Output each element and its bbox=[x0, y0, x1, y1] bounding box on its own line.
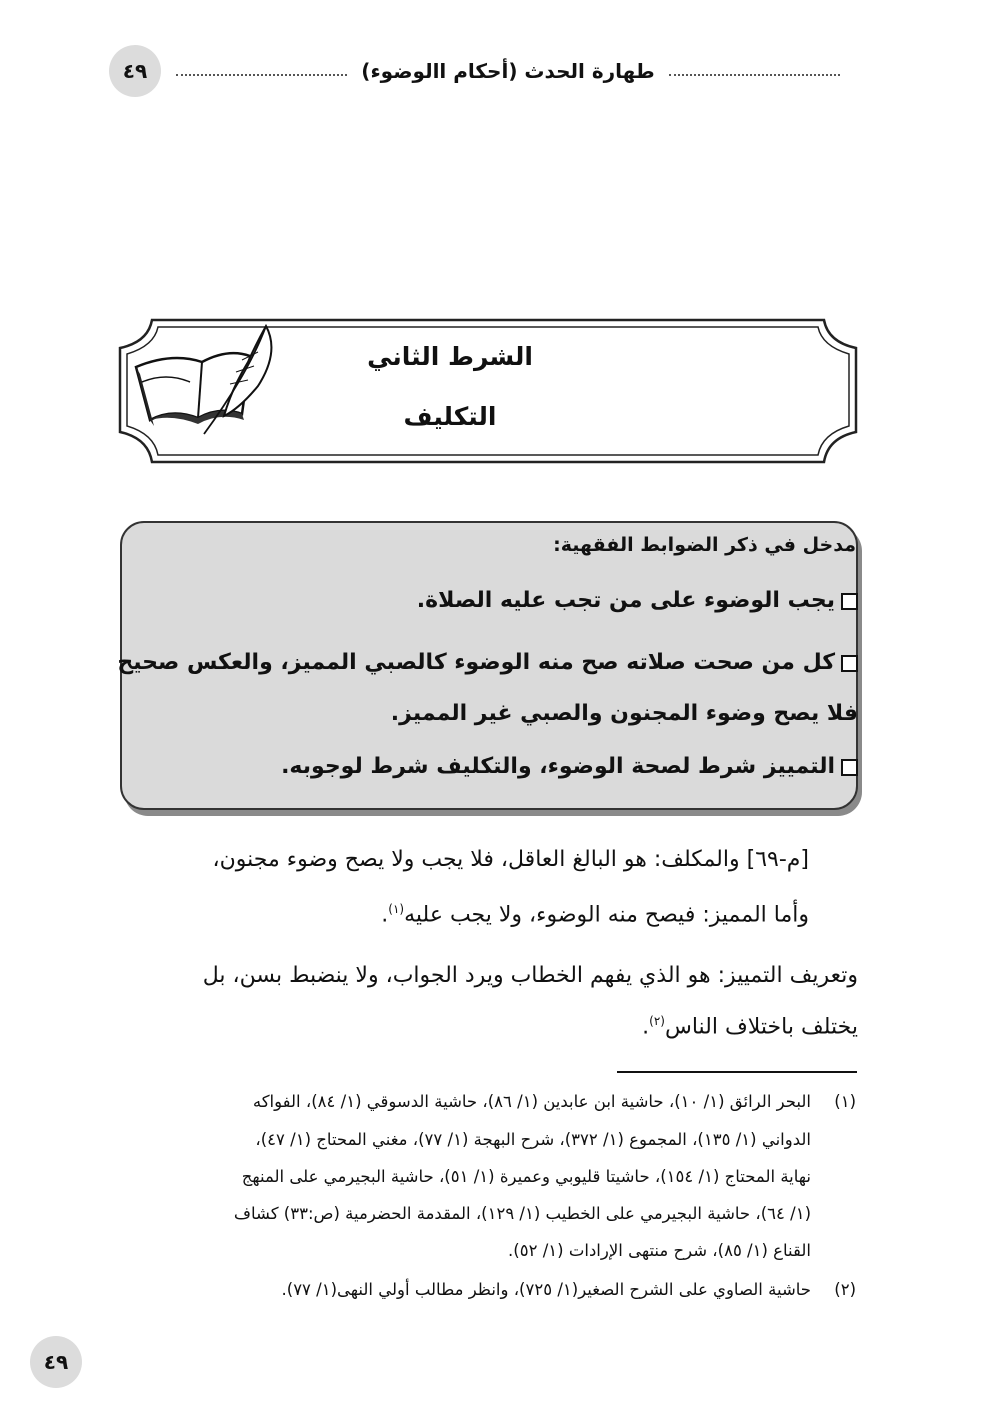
running-header bbox=[176, 56, 840, 86]
footnote-line: حاشية الصاوي على الشرح الصغير(١/ ٧٢٥)، وانظر مطالب أولي النهى(١/ ٧٧). bbox=[281, 1280, 811, 1299]
footnote-marker: (١) bbox=[834, 1092, 856, 1111]
rule-continuation: فلا يصح وضوء المجنون والصبي غير المميز. bbox=[390, 701, 858, 726]
checkbox-icon bbox=[841, 655, 858, 672]
body-text-end: . bbox=[642, 1014, 650, 1040]
rules-heading: مدخل في ذكر الضوابط الفقهية: bbox=[553, 534, 856, 556]
book-quill-icon bbox=[132, 322, 282, 442]
body-paragraph-line: [م-٦٩] والمكلف: هو البالغ العاقل، فلا يجب ولا يصح وضوء مجنون، bbox=[212, 847, 809, 872]
rule-item bbox=[417, 588, 858, 613]
body-text-end: . bbox=[381, 902, 389, 928]
chapter-title: الشرط الثاني bbox=[367, 342, 533, 371]
rule-text: يجب الوضوء على من تجب عليه الصلاة. bbox=[416, 588, 835, 613]
rule-item bbox=[281, 754, 858, 779]
footnote-line: القناع (١/ ٨٥)، شرح منتهى الإرادات (١/ ٥٢). bbox=[508, 1241, 811, 1260]
rule-item bbox=[117, 650, 858, 675]
footnote-line: (١/ ٦٤)، حاشية البجيرمي على الخطيب (١/ ١٢٩)، المقدمة الحضرمية (ص:٣٣) كشاف bbox=[233, 1204, 811, 1223]
footnote-line: البحر الرائق (١/ ١٠)، حاشية ابن عابدين (١/ ٨٦)، حاشية الدسوقي (١/ ٨٤)، الفواكه bbox=[252, 1092, 811, 1111]
footnote-separator bbox=[617, 1071, 857, 1073]
running-title: طهارة الحدث (أحكام االوضوء) bbox=[361, 59, 655, 83]
body-paragraph-line bbox=[381, 902, 809, 927]
header-dots-left bbox=[176, 74, 347, 76]
body-paragraph-line bbox=[642, 1014, 858, 1039]
body-text: وأما المميز: فيصح منه الوضوء، ولا يجب عليه bbox=[404, 902, 809, 928]
footnote-line: الدواني (١/ ١٣٥)، المجموع (١/ ٣٧٢)، شرح البهجة (١/ ٧٧)، مغني المحتاج (١/ ٤٧)، bbox=[255, 1130, 811, 1149]
rule-text: التمييز شرط لصحة الوضوء، والتكليف شرط لوجوبه. bbox=[281, 754, 835, 779]
footnote-marker: (٢) bbox=[834, 1280, 856, 1299]
footnote-line: نهاية المحتاج (١/ ١٥٤)، حاشيتا قليوبي وعميرة (١/ ٥١)، حاشية البجيرمي على المنهج bbox=[241, 1167, 811, 1186]
rule-text: كل من صحت صلاته صح منه الوضوء كالصبي المميز، والعكس صحيح bbox=[117, 650, 835, 675]
body-text: يختلف باختلاف الناس bbox=[664, 1014, 858, 1040]
footnote-ref[interactable]: (٢) bbox=[649, 1014, 665, 1028]
header-page-number: ٤٩ bbox=[109, 45, 161, 97]
body-paragraph-line: وتعريف التمييز: هو الذي يفهم الخطاب ويرد الجواب، ولا ينضبط بسن، بل bbox=[202, 963, 858, 988]
checkbox-icon bbox=[841, 759, 858, 776]
header-dots-right bbox=[669, 74, 840, 76]
footer-page-number: ٤٩ bbox=[30, 1336, 82, 1388]
checkbox-icon bbox=[841, 593, 858, 610]
footnote-ref[interactable]: (١) bbox=[388, 902, 405, 916]
chapter-subtitle: التكليف bbox=[403, 402, 497, 431]
